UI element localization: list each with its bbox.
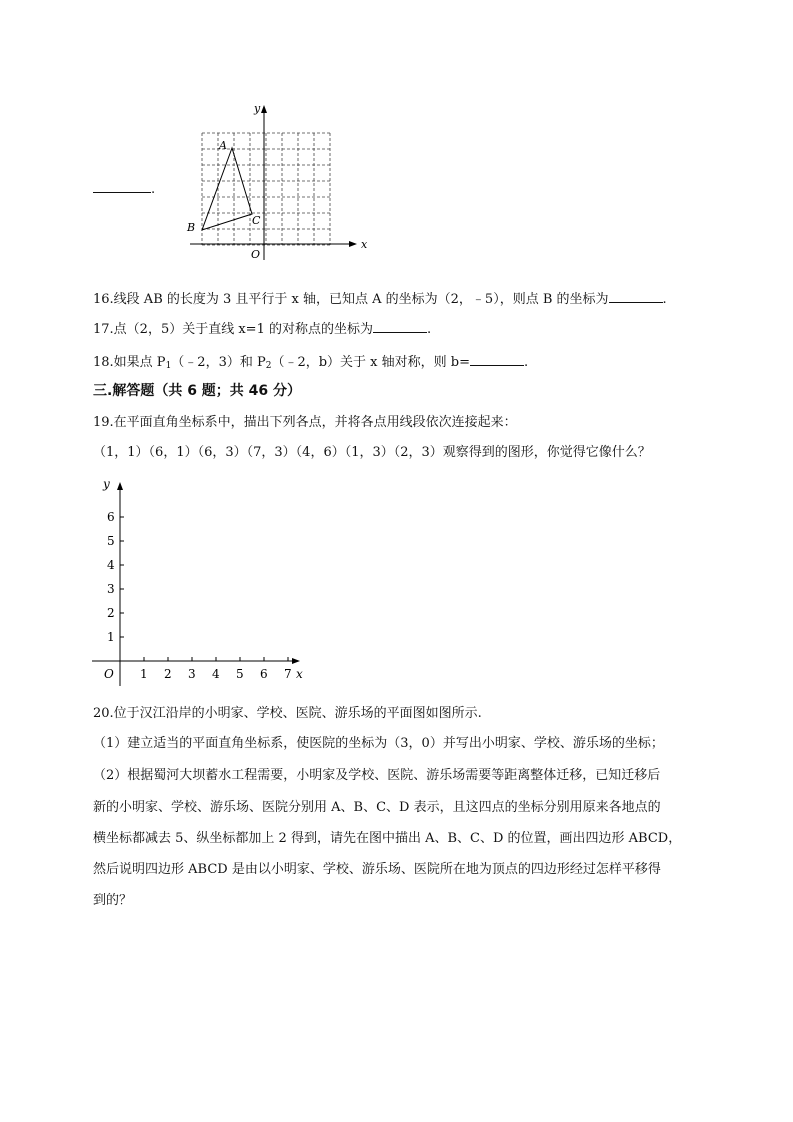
x-axis-arrow	[349, 241, 357, 247]
question-20-part2-line4: 然后说明四边形 ABCD 是由以小明家、学校、游乐场、医院所在地为顶点的四边形经过怎样平移得	[93, 862, 661, 877]
axis-ticks	[107, 510, 292, 681]
question-20-part2-line2: 新的小明家、学校、游乐场、医院分别用 A、B、C、D 表示，且这四点的坐标分别用原来各地点的	[93, 800, 661, 815]
triangle-abc	[202, 148, 252, 230]
x-tick-label: 2	[164, 667, 172, 681]
x-tick-label: 5	[236, 667, 244, 681]
y-tick-label: 6	[107, 510, 115, 524]
x-axis-label: x	[361, 238, 368, 251]
q15-grid-figure	[180, 98, 380, 266]
question-20-part2-line1: （2）根据蜀河大坝蓄水工程需要，小明家及学校、医院、游乐场需要等距离整体迁移，已知迁移后	[93, 768, 661, 783]
q18-text-mid: （﹣2，3）和 P	[171, 355, 266, 370]
question-20-part2-line5: 到的？	[93, 893, 133, 908]
y-tick-label: 5	[107, 534, 115, 548]
x-tick-label: 4	[212, 667, 220, 681]
x-axis-arrow	[292, 658, 300, 664]
y-axis-arrow	[261, 105, 267, 113]
answer-blank	[373, 318, 427, 333]
y-tick-label: 4	[107, 558, 115, 572]
y-tick-label: 1	[107, 630, 115, 644]
x-tick-label: 6	[260, 667, 268, 681]
question-19: 19.在平面直角坐标系中，描出下列各点，并将各点用线段依次连接起来：	[93, 415, 517, 430]
origin-label: O	[251, 248, 261, 261]
q15-answer-line	[93, 178, 155, 200]
question-20: 20.位于汉江沿岸的小明家、学校、医院、游乐场的平面图如图所示.	[93, 706, 482, 721]
q19-coordinate-plane	[88, 474, 308, 690]
q17-text: 17.点（2，5）关于直线 x=1 的对称点的坐标为	[93, 322, 373, 337]
x-tick-label: 7	[284, 667, 292, 681]
answer-blank	[609, 288, 663, 303]
y-tick-label: 2	[107, 606, 115, 620]
q17-tail: .	[426, 322, 432, 337]
q15-tail: .	[151, 182, 156, 197]
question-16	[93, 288, 667, 310]
origin-label: O	[104, 667, 114, 681]
q16-tail: .	[662, 292, 667, 307]
section-3-heading: 三.解答题（共 6 题；共 46 分）	[93, 383, 302, 399]
question-17	[93, 318, 431, 340]
x-tick-label: 1	[140, 667, 148, 681]
question-20-part1: （1）建立适当的平面直角坐标系，使医院的坐标为（3，0）并写出小明家、学校、游乐场的坐标；	[93, 736, 664, 751]
q18-text-after: （﹣2，b）关于 x 轴对称，则 b=	[271, 355, 470, 370]
q18-tail: .	[524, 355, 529, 370]
answer-blank	[470, 351, 524, 366]
y-axis-label: y	[103, 477, 110, 491]
q18-sub2: 2	[265, 361, 272, 371]
question-19-points: （1，1）（6，1）（6，3）（7，3）（4，6）（1，3）（2，3）观察得到的图形，你觉得它像什么？	[93, 445, 651, 460]
q16-text: 16.线段 AB 的长度为 3 且平行于 x 轴，已知点 A 的坐标为（2，﹣5），则点 B 的坐标为	[93, 292, 609, 307]
q18-sub1: 1	[165, 361, 172, 371]
y-tick-label: 3	[107, 582, 115, 596]
x-tick-label: 3	[188, 667, 196, 681]
point-b-label: B	[187, 221, 196, 234]
y-axis-arrow	[117, 482, 123, 490]
question-20-part2-line3: 横坐标都减去 5、纵坐标都加上 2 得到，请先在图中描出 A、B、C、D 的位置，画出四边形 ABCD，	[93, 831, 682, 846]
q18-text-before: 18.如果点 P	[93, 355, 166, 370]
point-c-label: C	[252, 214, 261, 227]
question-18	[93, 351, 528, 376]
answer-blank	[93, 178, 151, 193]
y-axis-label: y	[254, 102, 261, 115]
x-axis-label: x	[296, 667, 303, 681]
point-a-label: A	[219, 139, 227, 152]
